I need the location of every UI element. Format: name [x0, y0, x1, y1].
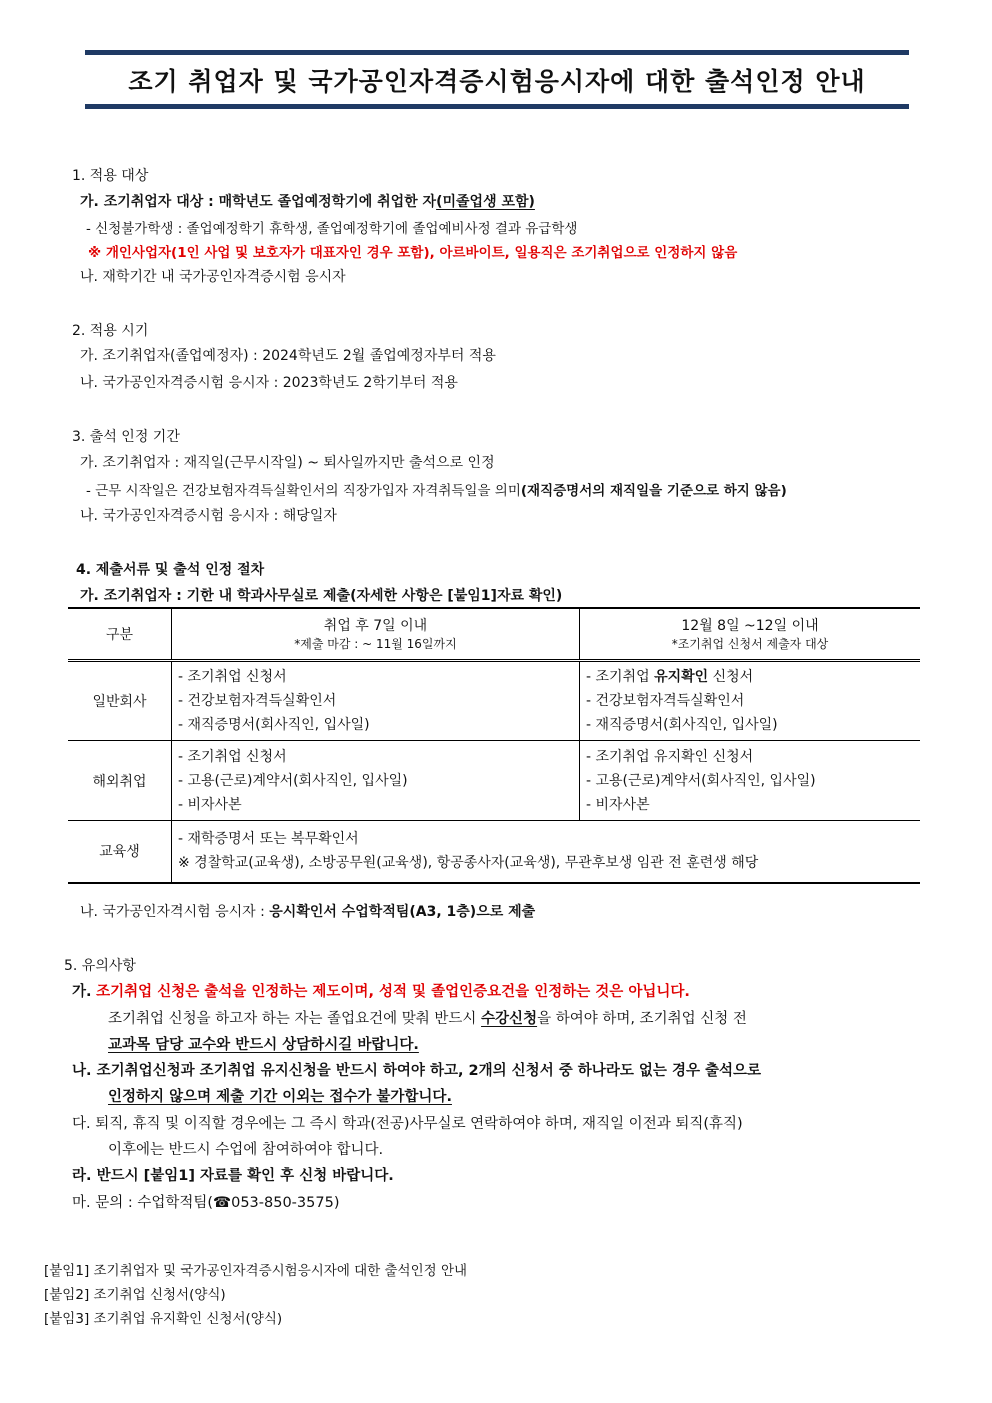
table-header-category: 구분: [68, 608, 172, 661]
row-docs-initial: [172, 741, 580, 821]
section3-note: - 근무 시작일은 건강보험자격득실확인서의 직장가입자 자격취득일을 의미(재직증명서의 재직일을 기준으로 하지 않음): [86, 483, 787, 499]
section5-ma: 마. 문의 : 수업학적팀(☎053-850-3575): [72, 1195, 340, 1211]
doc-item: - 재직증명서(회사직인, 입사일): [178, 717, 370, 733]
table-row: [68, 821, 920, 883]
section1-note1: - 신청불가학생 : 졸업예정학기 휴학생, 졸업예정학기에 졸업예비사정 결과 유급학생: [86, 221, 578, 237]
attachment-item: [붙임3] 조기취업 유지확인 신청서(양식): [44, 1311, 283, 1327]
section5-ga: 가. 조기취업 신청은 출석을 인정하는 제도이며, 성적 및 졸업인증요건을 인정하는 것은 아닙니다.: [72, 984, 690, 1000]
section5-da-line2: 이후에는 반드시 수업에 참여하여야 합니다.: [108, 1142, 384, 1158]
section3-heading: 3. 출석 인정 기간: [72, 429, 180, 445]
submission-table: [68, 608, 920, 884]
table-header-row: [68, 608, 920, 661]
section4-na: 나. 국가공인자격시험 응시자 : 응시확인서 수업학적팀(A3, 1층)으로 제출: [80, 904, 536, 920]
doc-item: - 조기취업 유지확인 신청서: [586, 748, 754, 765]
row-docs-initial: [172, 661, 580, 741]
doc-item: - 건강보험자격득실확인서: [178, 693, 337, 709]
title-bottom-rule: [85, 104, 909, 109]
section5-na-line2: 인정하지 않으며 제출 기간 이외는 접수가 불가합니다.: [108, 1089, 452, 1105]
section1-ga: 가. 조기취업자 대상 : 매학년도 졸업예정학기에 취업한 자(미졸업생 포함): [80, 194, 535, 210]
doc-item: ※ 경찰학교(교육생), 소방공무원(교육생), 항공종사자(교육생), 무관후보생 임관 전 훈련생 해당: [178, 855, 759, 872]
col1-title: 취업 후 7일 이내: [323, 618, 428, 634]
section1-na: 나. 재학기간 내 국가공인자격증시험 응시자: [80, 269, 346, 285]
doc-item: - 조기취업 유지확인 신청서: [586, 669, 754, 685]
attachment-item: [붙임1] 조기취업자 및 국가공인자격증시험응시자에 대한 출석인정 안내: [44, 1263, 468, 1279]
row-docs-trainee: [172, 821, 921, 883]
section2-heading: 2. 적용 시기: [72, 323, 149, 339]
section5-da-line1: 다. 퇴직, 휴직 및 이직할 경우에는 그 즉시 학과(전공)사무실로 연락하여야 하며, 재직일 이전과 퇴직(휴직): [72, 1116, 743, 1132]
section5-ra: 라. 반드시 [붙임1] 자료를 확인 후 신청 바랍니다.: [72, 1168, 394, 1184]
col2-sub: *조기취업 신청서 제출자 대상: [671, 637, 829, 651]
doc-item: - 비자사본: [586, 796, 650, 813]
doc-item: - 비자사본: [178, 796, 242, 813]
doc-item: - 재직증명서(회사직인, 입사일): [586, 717, 778, 733]
section5-ga-line2: 조기취업 신청을 하고자 하는 자는 졸업요건에 맞춰 반드시 수강신청을 하여야 하며, 조기취업 신청 전: [108, 1011, 747, 1027]
row-docs-maintain: [580, 741, 921, 821]
section5-ga-line3: 교과목 담당 교수와 반드시 상담하시길 바랍니다.: [108, 1037, 419, 1053]
title-top-rule: [85, 50, 909, 55]
row-label: 일반회사: [68, 661, 172, 741]
col2-title: 12월 8일 ~12일 이내: [681, 618, 819, 634]
section3-ga: 가. 조기취업자 : 재직일(근무시작일) ~ 퇴사일까지만 출석으로 인정: [80, 455, 495, 471]
row-label: 해외취업: [68, 741, 172, 821]
doc-item: - 조기취업 신청서: [178, 669, 287, 685]
doc-item: - 고용(근로)계약서(회사직인, 입사일): [586, 772, 816, 789]
table-row: [68, 661, 920, 741]
section4-heading: 4. 제출서류 및 출석 인정 절차: [76, 562, 265, 578]
section1-note2: ※ 개인사업자(1인 사업 및 보호자가 대표자인 경우 포함), 아르바이트, 일용직은 조기취업으로 인정하지 않음: [88, 245, 738, 261]
section3-na: 나. 국가공인자격증시험 응시자 : 해당일자: [80, 508, 337, 524]
section2-na: 나. 국가공인자격증시험 응시자 : 2023학년도 2학기부터 적용: [80, 375, 458, 391]
doc-item: - 건강보험자격득실확인서: [586, 693, 745, 709]
col1-sub: *제출 마감 : ~ 11월 16일까지: [294, 637, 457, 651]
section2-ga: 가. 조기취업자(졸업예정자) : 2024학년도 2월 졸업예정자부터 적용: [80, 348, 496, 364]
section5-heading: 5. 유의사항: [64, 958, 136, 974]
row-docs-maintain: [580, 661, 921, 741]
page-title: 조기 취업자 및 국가공인자격증시험응시자에 대한 출석인정 안내: [128, 67, 866, 96]
table-row: [68, 741, 920, 821]
doc-item: - 조기취업 신청서: [178, 748, 287, 765]
table-header-within-7days: [172, 608, 580, 661]
row-label: 교육생: [68, 821, 172, 883]
table-header-december: [580, 608, 921, 661]
attachment-item: [붙임2] 조기취업 신청서(양식): [44, 1287, 226, 1303]
section1-heading: 1. 적용 대상: [72, 168, 149, 184]
section5-na-line1: 나. 조기취업신청과 조기취업 유지신청을 반드시 하여야 하고, 2개의 신청서 중 하나라도 없는 경우 출석으로: [72, 1063, 762, 1079]
doc-item: - 재학증명서 또는 복무확인서: [178, 831, 359, 848]
section4-ga: 가. 조기취업자 : 기한 내 학과사무실로 제출(자세한 사항은 [붙임1]자료 확인): [80, 588, 563, 604]
doc-item: - 고용(근로)계약서(회사직인, 입사일): [178, 772, 408, 789]
